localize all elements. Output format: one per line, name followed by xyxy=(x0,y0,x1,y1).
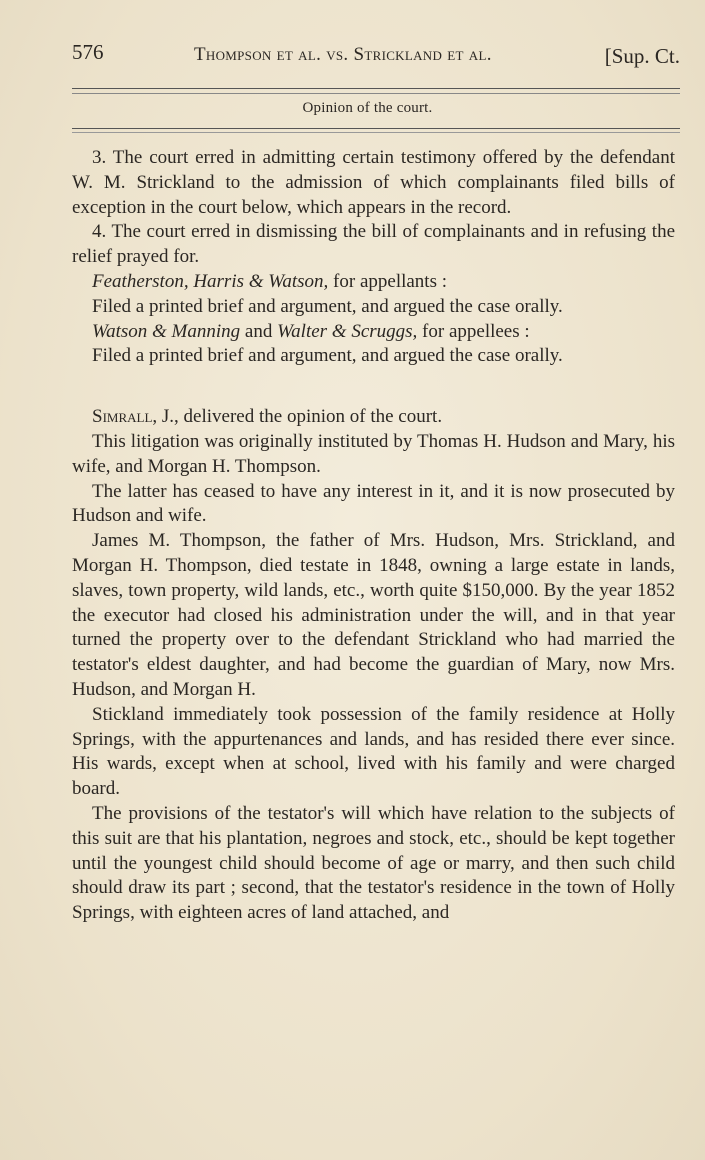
appellees-filing: Filed a printed brief and argument, and argued the case orally. xyxy=(92,345,563,367)
appellees-role: for appellees : xyxy=(417,320,530,342)
header-rule xyxy=(72,88,680,89)
subheading-rule-double xyxy=(72,132,680,133)
appellants-counsel xyxy=(72,270,675,295)
page-body xyxy=(72,146,675,926)
appellees-names-1: Watson & Manning xyxy=(92,320,241,342)
appellees-counsel xyxy=(72,320,675,345)
running-header xyxy=(72,40,680,72)
header-rule-double xyxy=(72,93,680,94)
opinion-intro xyxy=(72,405,675,430)
appellants-names: Featherston, Harris & Watson, xyxy=(92,270,329,292)
appellees-names-2: Walter & Scruggs, xyxy=(277,320,418,342)
error-3-paragraph: 3. The court erred in admitting certain testimony offered by the defendant W. M. Strickland to the admission of which complainants filed bills of exception in the court below, which appears in the record. xyxy=(72,147,675,218)
page-number: 576 xyxy=(72,40,104,64)
appellants-filing: Filed a printed brief and argument, and argued the case orally. xyxy=(92,295,563,317)
court-name: [Sup. Ct. xyxy=(604,44,680,68)
appellees-and: and xyxy=(240,320,278,342)
case-title: Thompson et al. vs. Strickland et al. xyxy=(194,44,492,65)
opinion-paragraph: This litigation was originally instituted by Thomas H. Hudson and Mary, his wife, and Morgan H. Thompson. xyxy=(72,430,675,477)
opinion-paragraph: The provisions of the testator's will which have relation to the subjects of this suit are that his plantation, negroes and stock, etc., should be kept together until the youngest child should become of age or marry, and then such child should draw its part ; second, that the testator's residence in the town of Holly Springs, with eighteen acres of land attached, and xyxy=(72,802,675,924)
error-4-paragraph: 4. The court erred in dismissing the bill of complainants and in refusing the relief prayed for. xyxy=(72,221,675,268)
section-subheading: Opinion of the court. xyxy=(302,100,433,116)
appellants-role: for appellants : xyxy=(328,270,448,292)
opinion-paragraph: The latter has ceased to have any interest in it, and it is now prosecuted by Hudson and wife. xyxy=(72,480,675,527)
subheading-rule xyxy=(72,128,680,129)
opinion-paragraph: Stickland immediately took possession of the family residence at Holly Springs, with the appurtenances and lands, and has resided there ever since. His wards, except when at school, lived with his family and were charged board. xyxy=(72,703,675,800)
opinion-delivered: , delivered the opinion of the court. xyxy=(174,406,443,428)
opinion-paragraph: James M. Thompson, the father of Mrs. Hudson, Mrs. Strickland, and Morgan H. Thompson, died testate in 1848, owning a large estate in lands, slaves, town property, wild lands, etc., worth quite $150,000. By the year 1852 the executor had closed his administration under the will, and in that year turned the property over to the defendant Strickland who had married the testator's eldest daughter, and had become the guardian of Mary, now Mrs. Hudson, and Morgan H. xyxy=(72,530,675,700)
judge-name: Simrall, J. xyxy=(92,406,175,428)
